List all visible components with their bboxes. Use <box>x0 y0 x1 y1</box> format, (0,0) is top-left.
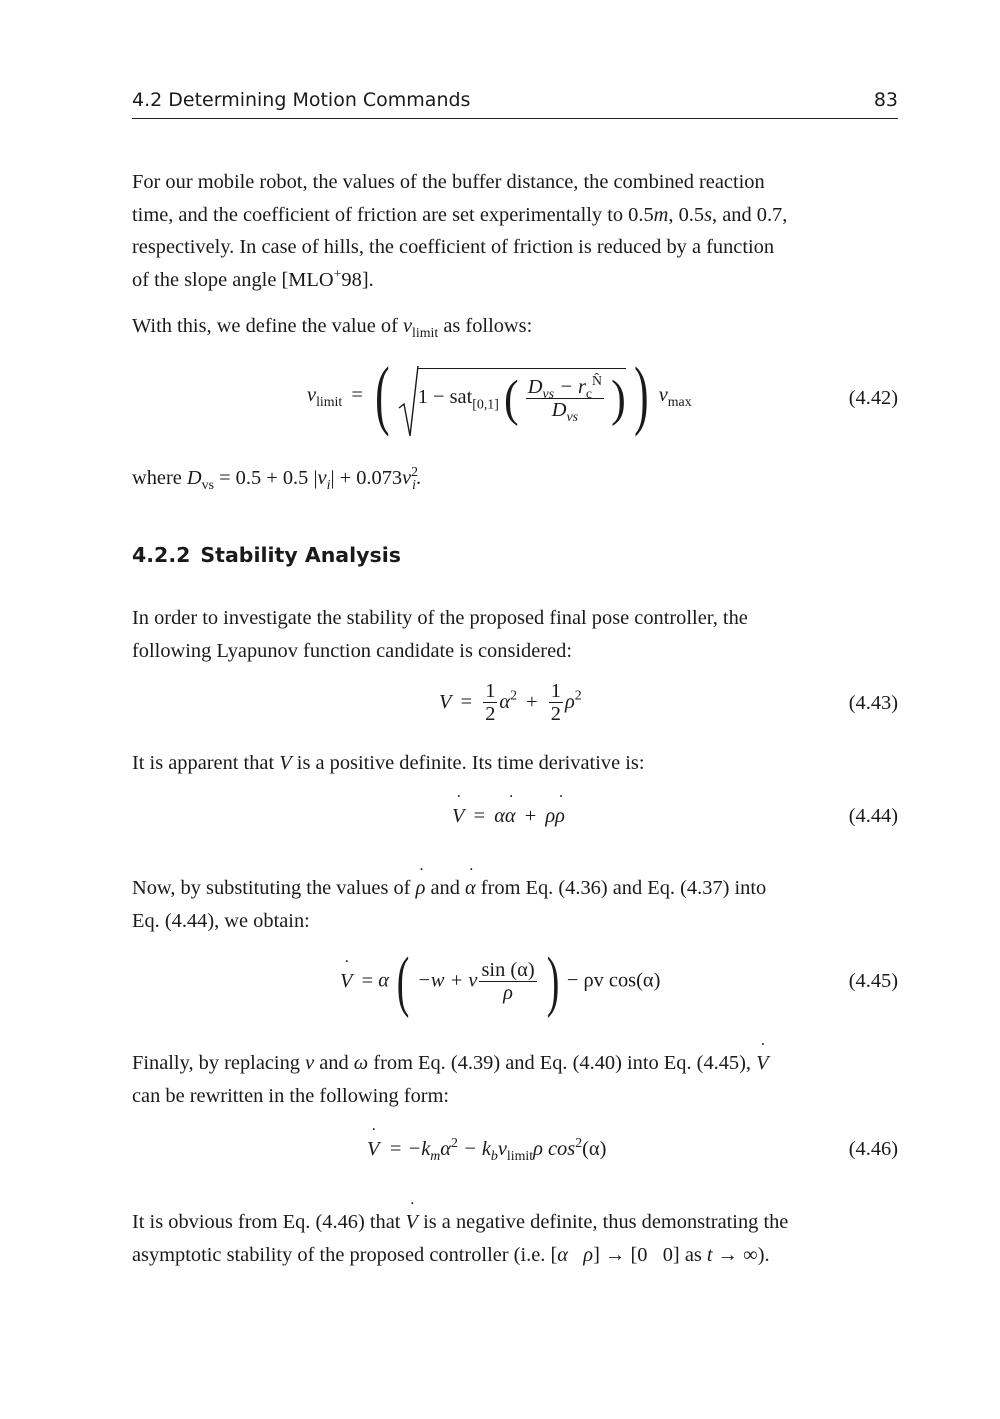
unit-m: m <box>653 203 669 226</box>
section-title: Stability Analysis <box>200 543 401 567</box>
equation-body <box>452 805 565 828</box>
equation-4-42 <box>132 352 898 444</box>
math-sub: vs <box>201 478 214 494</box>
paragraph-line: respectively. In case of hills, the coefficient of friction is reduced by a function <box>132 236 775 258</box>
fraction <box>526 373 604 425</box>
math-sub: limit <box>412 326 439 342</box>
text-span: , 0.5 <box>668 203 705 226</box>
math-expr: (α) <box>582 1138 607 1160</box>
paragraph-lyapunov <box>132 602 898 667</box>
math-sub: limit <box>506 1149 534 1165</box>
open-paren: ( <box>375 352 390 438</box>
numerator: 1 <box>485 680 496 702</box>
equation-4-44 <box>132 805 898 835</box>
text-span: asymptotic stability of the proposed controller (i.e. [ <box>132 1243 558 1266</box>
math-sup: 2 <box>575 1136 583 1152</box>
equals-sign: = <box>460 691 473 713</box>
math-var: α <box>378 969 389 992</box>
text-span: Finally, by replacing <box>132 1052 306 1074</box>
math-var: D <box>527 375 543 398</box>
math-sup: 2 <box>450 1136 458 1152</box>
math-var: α <box>499 691 511 713</box>
math-var: V <box>439 691 452 713</box>
unit-s: s <box>704 203 713 226</box>
close-paren: ) <box>546 943 560 1019</box>
section-heading <box>132 543 401 567</box>
text-span: ] → [0 0] as <box>593 1243 707 1266</box>
math-sup: 2 <box>574 688 582 704</box>
math-var-dot: α ˙ <box>465 872 476 905</box>
math-expr: − k <box>457 1138 491 1160</box>
math-var-dot: V ˙ <box>452 805 464 828</box>
equation-body <box>340 943 661 1019</box>
text-span: | + 0.073 <box>330 467 403 489</box>
sat-sub: [0,1] <box>472 396 499 412</box>
paragraph-line: Eq. (4.44), we obtain: <box>132 909 310 932</box>
math-sub: m <box>430 1149 441 1165</box>
equation-4-45 <box>132 943 898 1019</box>
math-sup: N̂ <box>592 373 603 389</box>
equation-number: (4.45) <box>848 970 898 992</box>
fraction <box>483 680 497 725</box>
text-span: With this, we define the value of <box>132 315 403 337</box>
math-sub: i <box>412 478 416 494</box>
text-span: from Eq. (4.36) and Eq. (4.37) into <box>475 877 767 899</box>
math-var: α <box>494 805 505 827</box>
math-var-dot: ρ ˙ <box>555 805 565 828</box>
numerator <box>526 373 604 402</box>
text-span: It is obvious from Eq. (4.46) that <box>132 1211 406 1233</box>
equation-body <box>367 1136 607 1165</box>
sqrt <box>398 368 626 427</box>
math-var-dot: ρ ˙ <box>416 872 426 905</box>
math-var: t <box>706 1243 713 1266</box>
text-span: where <box>132 467 187 489</box>
math-sub: max <box>667 395 692 411</box>
math-vector: α ρ <box>557 1243 594 1266</box>
fraction <box>549 680 563 725</box>
citation-sup: + <box>333 266 342 282</box>
denominator <box>526 398 604 425</box>
math-var-dot: V ˙ <box>756 1047 768 1080</box>
text-span: as follows: <box>438 315 533 337</box>
text-span: 98]. <box>341 268 374 291</box>
equation-number: (4.44) <box>848 805 898 827</box>
equation-number: (4.43) <box>848 692 898 714</box>
sqrt-icon <box>398 364 420 438</box>
math-var-dot: V ˙ <box>406 1206 418 1239</box>
running-head <box>132 88 898 119</box>
open-paren: ( <box>396 943 410 1019</box>
math-var: D <box>551 398 567 421</box>
math-var: − r <box>554 375 586 398</box>
paragraph-line: In order to investigate the stability of the proposed final pose controller, the <box>132 607 748 629</box>
math-var: D <box>186 467 202 489</box>
denominator: ρ <box>479 981 536 1004</box>
equation-body <box>439 680 582 725</box>
math-sub: c <box>585 386 593 402</box>
equation-number: (4.46) <box>848 1138 898 1160</box>
denominator: 2 <box>485 703 496 725</box>
math-var: ρ <box>545 805 556 827</box>
radicand <box>417 368 626 427</box>
paragraph-line <box>132 872 898 905</box>
equation-4-46 <box>132 1138 898 1168</box>
text-span: is a negative definite, thus demonstrating the <box>418 1211 789 1233</box>
math-sub: vs <box>566 409 579 425</box>
math-expr: −w + v <box>417 969 478 992</box>
paragraph-line <box>132 1047 898 1080</box>
text-span: = 0.5 + 0.5 | <box>213 467 318 489</box>
math-var: ω <box>353 1052 369 1074</box>
math-expr: − ρv cos(α) <box>566 969 661 992</box>
paragraph-dvs <box>132 462 898 495</box>
math-var: v <box>658 384 668 406</box>
paragraph-positive-definite <box>132 747 898 780</box>
equals-sign: = <box>473 805 486 827</box>
section-number: 4.2.2 <box>132 543 191 567</box>
paragraph-conclusion <box>132 1206 898 1271</box>
text-span: , and 0.7, <box>712 203 788 226</box>
text-span: and <box>425 877 465 899</box>
equation-number: (4.42) <box>848 387 898 409</box>
text-span: time, and the coefficient of friction are set experimentally to 0.5 <box>132 203 654 226</box>
math-sub: b <box>490 1149 498 1165</box>
text-span: of the slope angle [MLO <box>132 268 334 291</box>
lhs <box>307 384 343 411</box>
close-paren: ) <box>611 369 626 427</box>
numerator: 1 <box>550 680 561 702</box>
one-minus-sat: 1 − sat <box>417 385 473 408</box>
paragraph-line <box>132 264 898 297</box>
math-var-dot: V ˙ <box>367 1138 379 1161</box>
math-var: ρ <box>564 691 575 713</box>
plus-sign: + <box>526 691 538 713</box>
math-var: v <box>305 1052 315 1074</box>
math-var: V <box>279 752 292 774</box>
math-var: v <box>402 315 413 337</box>
math-sub: limit <box>316 395 343 411</box>
paragraph-friction <box>132 166 898 296</box>
math-var: v <box>307 384 317 406</box>
text-span: It is apparent that <box>132 752 280 774</box>
math-var-dot: α ˙ <box>505 805 516 828</box>
math-expr: ρ cos <box>533 1138 576 1160</box>
paragraph-replacing <box>132 1047 898 1112</box>
paragraph-line <box>132 1239 898 1272</box>
plus-sign: + <box>524 805 537 827</box>
paragraph-line: can be rewritten in the following form: <box>132 1084 450 1107</box>
numerator: sin (α) <box>481 958 535 981</box>
text-span: from Eq. (4.39) and Eq. (4.40) into Eq. (4.45), <box>368 1052 757 1074</box>
equation-body <box>307 352 692 438</box>
equals-sign: = <box>361 969 379 992</box>
text-span: Now, by substituting the values of <box>132 877 416 899</box>
paragraph-define-vlimit <box>132 310 898 343</box>
running-head-title: 4.2 Determining Motion Commands <box>132 89 471 111</box>
paragraph-line: For our mobile robot, the values of the buffer distance, the combined reaction <box>132 171 765 193</box>
math-sub: i <box>326 478 331 494</box>
fraction <box>479 959 536 1004</box>
text-span: and <box>314 1052 354 1074</box>
math-var: v <box>497 1138 507 1160</box>
equals-sign: = <box>351 384 363 406</box>
text-span: is a positive definite. Its time derivative is: <box>291 752 645 774</box>
paragraph-line <box>132 1206 898 1239</box>
paragraph-line <box>132 199 898 232</box>
math-var: v <box>317 467 327 489</box>
denominator: 2 <box>550 703 561 725</box>
rhs <box>658 384 692 411</box>
math-sup: 2 <box>411 465 419 481</box>
math-var: α <box>440 1138 451 1160</box>
paragraph-line: following Lyapunov function candidate is considered: <box>132 639 572 662</box>
text-span: . <box>415 467 422 489</box>
paragraph-substituting <box>132 872 898 937</box>
close-paren: ) <box>634 352 649 438</box>
math-var-dot: V ˙ <box>340 970 352 993</box>
equation-4-43 <box>132 680 898 734</box>
text-span: → ∞). <box>712 1243 770 1266</box>
math-sub: vs <box>542 386 554 402</box>
math-sup: 2 <box>510 688 518 704</box>
math-var: v <box>402 467 412 489</box>
open-paren: ( <box>503 369 519 427</box>
math-expr: = −k <box>388 1138 431 1160</box>
page-number: 83 <box>873 89 898 111</box>
